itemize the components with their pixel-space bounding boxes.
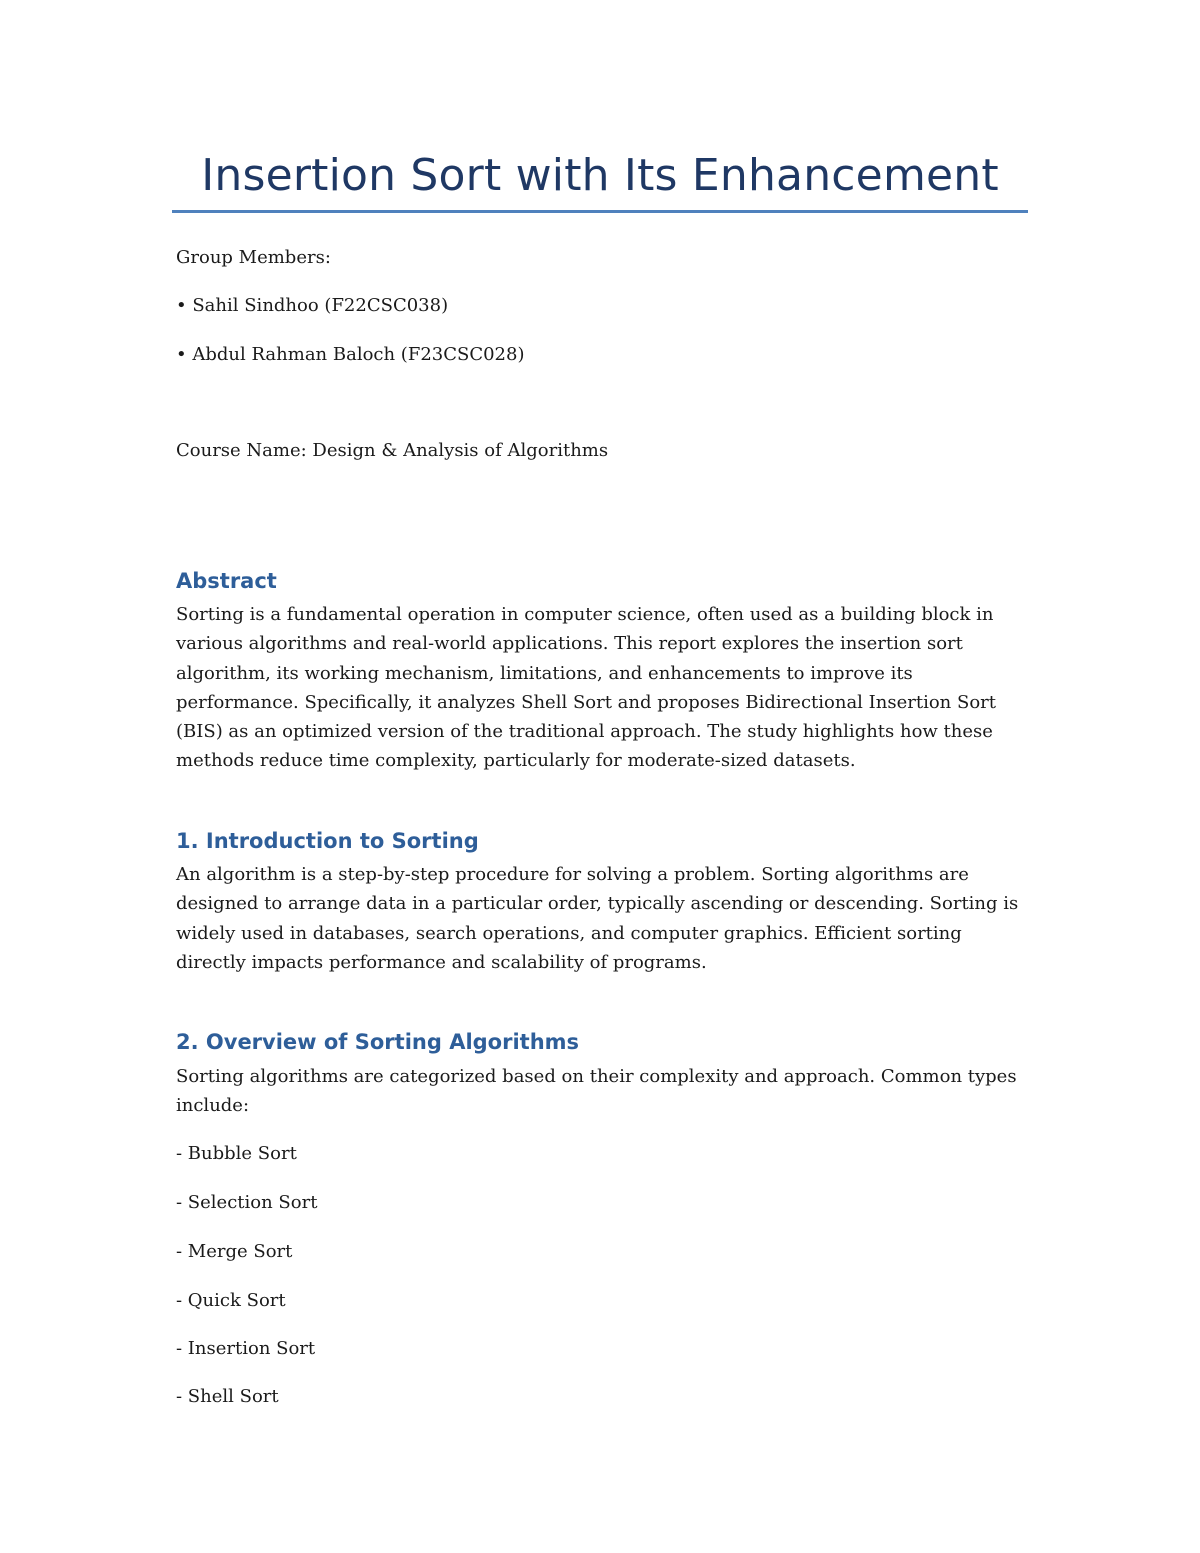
section-2-paragraph: Sorting algorithms are categorized based on their complexity and approach. Common types include: bbox=[176, 1066, 1017, 1117]
title-underline bbox=[172, 210, 1028, 213]
list-item: - Selection Sort bbox=[176, 1192, 318, 1213]
section-1-heading: 1. Introduction to Sorting bbox=[176, 829, 479, 853]
list-item: - Quick Sort bbox=[176, 1290, 286, 1311]
course-name: Course Name: Design & Analysis of Algorithms bbox=[176, 440, 609, 461]
abstract-heading: Abstract bbox=[176, 569, 277, 593]
document-title: Insertion Sort with Its Enhancement bbox=[201, 150, 999, 201]
section-1-paragraph: An algorithm is a step-by-step procedure for solving a problem. Sorting algorithms are designed to arrange data in a particular order, typically ascending or descending. Sorting is widely used in databases, search operations, and computer graphics. Efficient sorting directly impacts performance and scalability of programs. bbox=[176, 864, 1019, 973]
group-members-label: Group Members: bbox=[176, 247, 331, 268]
section-2-heading: 2. Overview of Sorting Algorithms bbox=[176, 1030, 580, 1054]
list-item: - Insertion Sort bbox=[176, 1338, 316, 1359]
abstract-paragraph: Sorting is a fundamental operation in computer science, often used as a building block in various algorithms and real-world applications. This report explores the insertion sort algorithm, its working mechanism, limitations, and enhancements to improve its performance. Specifically, it analyzes Shell Sort and proposes Bidirectional Insertion Sort (BIS) as an optimized version of the traditional approach. The study highlights how these methods reduce time complexity, particularly for moderate-sized datasets. bbox=[176, 604, 996, 772]
member-item: • Abdul Rahman Baloch (F23CSC028) bbox=[176, 344, 525, 365]
member-item: • Sahil Sindhoo (F22CSC038) bbox=[176, 295, 449, 316]
list-item: - Bubble Sort bbox=[176, 1143, 297, 1164]
list-item: - Merge Sort bbox=[176, 1241, 293, 1262]
list-item: - Shell Sort bbox=[176, 1386, 279, 1407]
